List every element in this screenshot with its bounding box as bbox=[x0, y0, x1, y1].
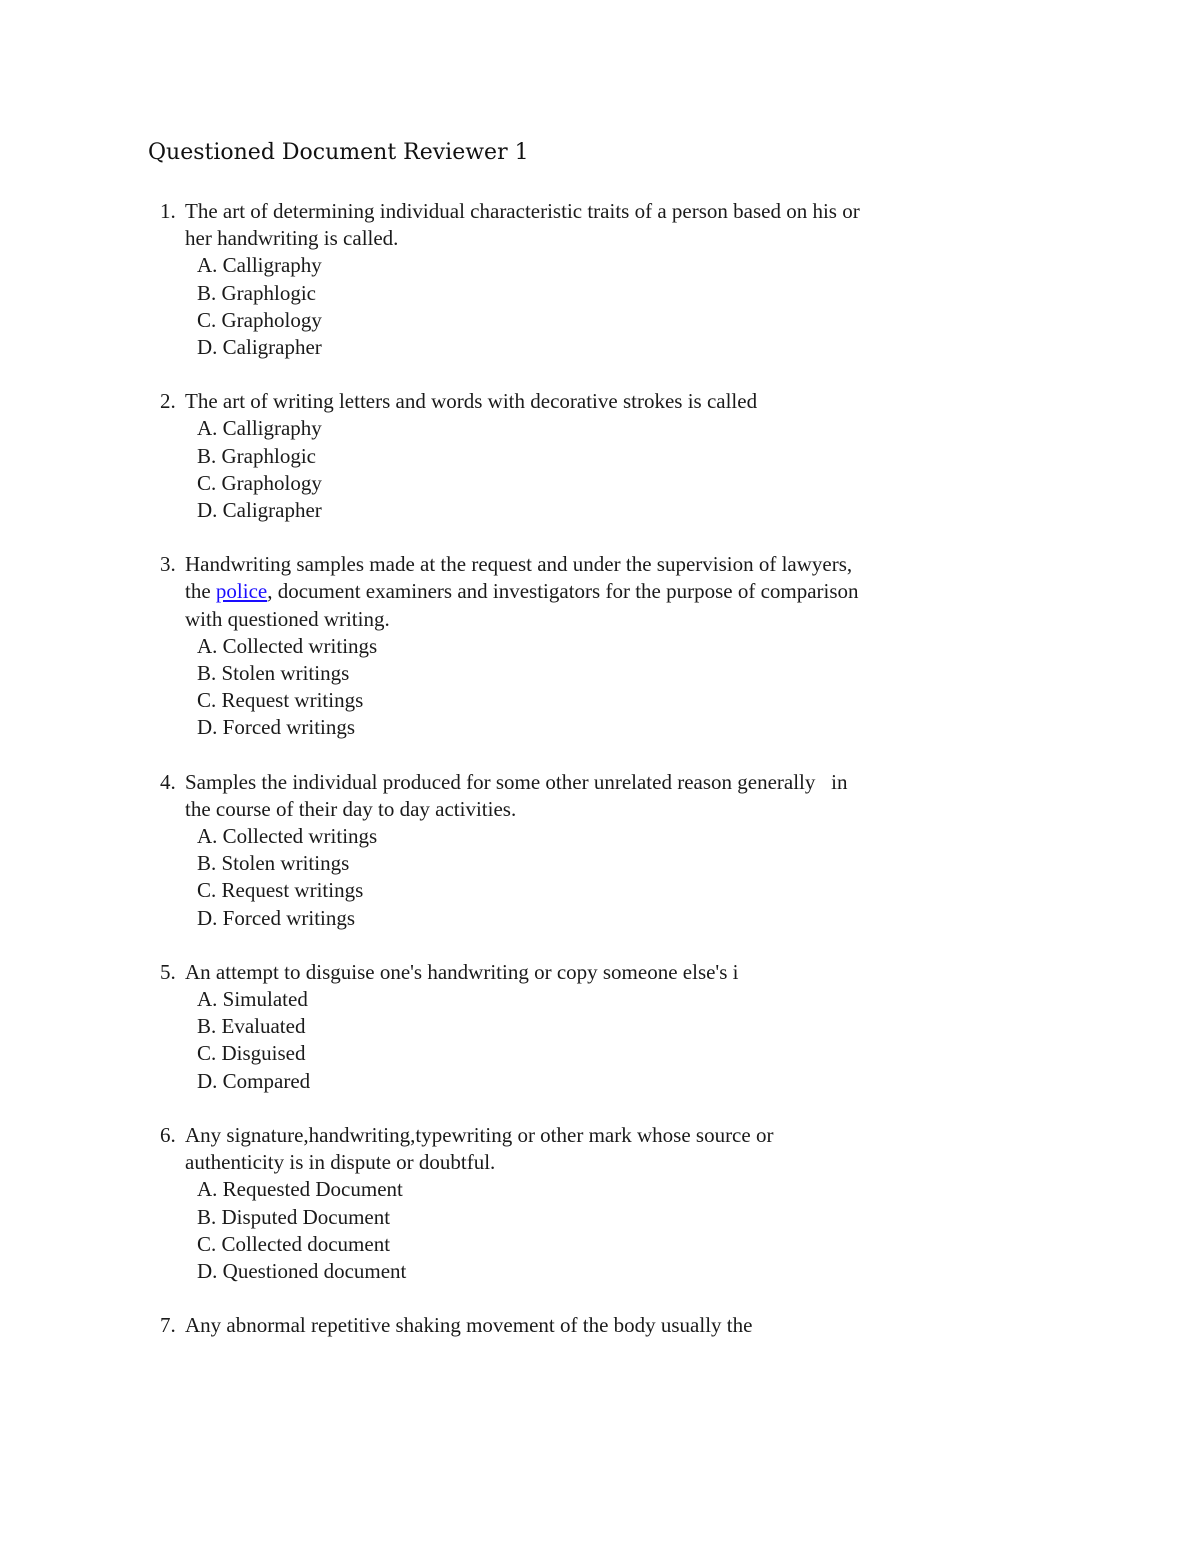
answer-options bbox=[185, 823, 860, 932]
answer-options bbox=[185, 1176, 860, 1285]
answer-options bbox=[185, 252, 860, 361]
question-text-after-link: , document examiners and investigators for the purpose of comparison with questioned writing. bbox=[185, 579, 864, 631]
question-item bbox=[160, 1312, 860, 1339]
answer-option: D. Forced writings bbox=[197, 715, 356, 740]
answer-option: D. Questioned document bbox=[197, 1258, 407, 1283]
question-item bbox=[160, 769, 860, 932]
question-text: An attempt to disguise one's handwriting or copy someone else's i bbox=[185, 959, 739, 984]
answer-option: A. Requested Document bbox=[197, 1177, 403, 1202]
answer-option: B. Graphlogic bbox=[197, 280, 316, 305]
answer-option: D. Compared bbox=[197, 1068, 311, 1093]
question-number: 1. bbox=[160, 199, 176, 223]
question-number: 4. bbox=[160, 769, 176, 794]
question-text: Samples the individual produced for some other unrelated reason generally in the course of their day to day activities. bbox=[185, 769, 853, 821]
question-list bbox=[160, 198, 865, 1366]
question-item bbox=[160, 551, 864, 741]
answer-option: C. Request writings bbox=[197, 688, 364, 713]
question-text: Any abnormal repetitive shaking movement of the body usually the bbox=[185, 1313, 753, 1338]
answer-option: C. Request writings bbox=[197, 878, 364, 903]
question-number: 2. bbox=[160, 389, 176, 414]
question-item bbox=[160, 388, 860, 524]
question-item bbox=[160, 1122, 860, 1285]
answer-option: C. Disguised bbox=[197, 1041, 306, 1066]
answer-option: C. Graphology bbox=[197, 470, 322, 495]
answer-option: B. Stolen writings bbox=[197, 661, 350, 686]
answer-option: C. Graphology bbox=[197, 307, 322, 332]
question-number: 3. bbox=[160, 552, 176, 577]
question-text: The art of determining individual characteristic traits of a person based on his or her handwriting is called. bbox=[185, 199, 865, 251]
answer-option: B. Stolen writings bbox=[197, 851, 350, 876]
question-text: Any signature,handwriting,typewriting or other mark whose source or authenticity is in dispute or doubtful. bbox=[185, 1122, 779, 1175]
document-title: Questioned Document Reviewer 1 bbox=[148, 140, 529, 165]
question-number: 7. bbox=[160, 1313, 176, 1338]
question-text bbox=[185, 551, 864, 633]
question-item bbox=[160, 198, 865, 361]
answer-option: D. Caligrapher bbox=[197, 498, 322, 523]
answer-option: C. Collected document bbox=[197, 1231, 391, 1256]
answer-options bbox=[185, 415, 860, 524]
police-link[interactable]: police bbox=[215, 579, 268, 604]
question-number: 6. bbox=[160, 1122, 176, 1147]
answer-option: A. Collected writings bbox=[197, 633, 378, 658]
question-text: The art of writing letters and words with decorative strokes is called bbox=[185, 389, 758, 414]
question-item bbox=[160, 959, 860, 1095]
answer-option: B. Evaluated bbox=[197, 1014, 306, 1039]
answer-option: D. Forced writings bbox=[197, 905, 356, 930]
answer-option: A. Collected writings bbox=[197, 824, 378, 849]
answer-options bbox=[185, 633, 860, 742]
answer-options bbox=[185, 986, 860, 1095]
question-text-before-link: Handwriting samples made at the request and under the supervision of lawyers, the bbox=[185, 552, 858, 604]
answer-option: B. Graphlogic bbox=[197, 443, 316, 468]
question-number: 5. bbox=[160, 959, 176, 984]
answer-option: D. Caligrapher bbox=[197, 335, 322, 360]
answer-option: B. Disputed Document bbox=[197, 1204, 391, 1229]
answer-option: A. Calligraphy bbox=[197, 253, 322, 278]
answer-option: A. Simulated bbox=[197, 987, 308, 1012]
answer-option: A. Calligraphy bbox=[197, 416, 322, 441]
